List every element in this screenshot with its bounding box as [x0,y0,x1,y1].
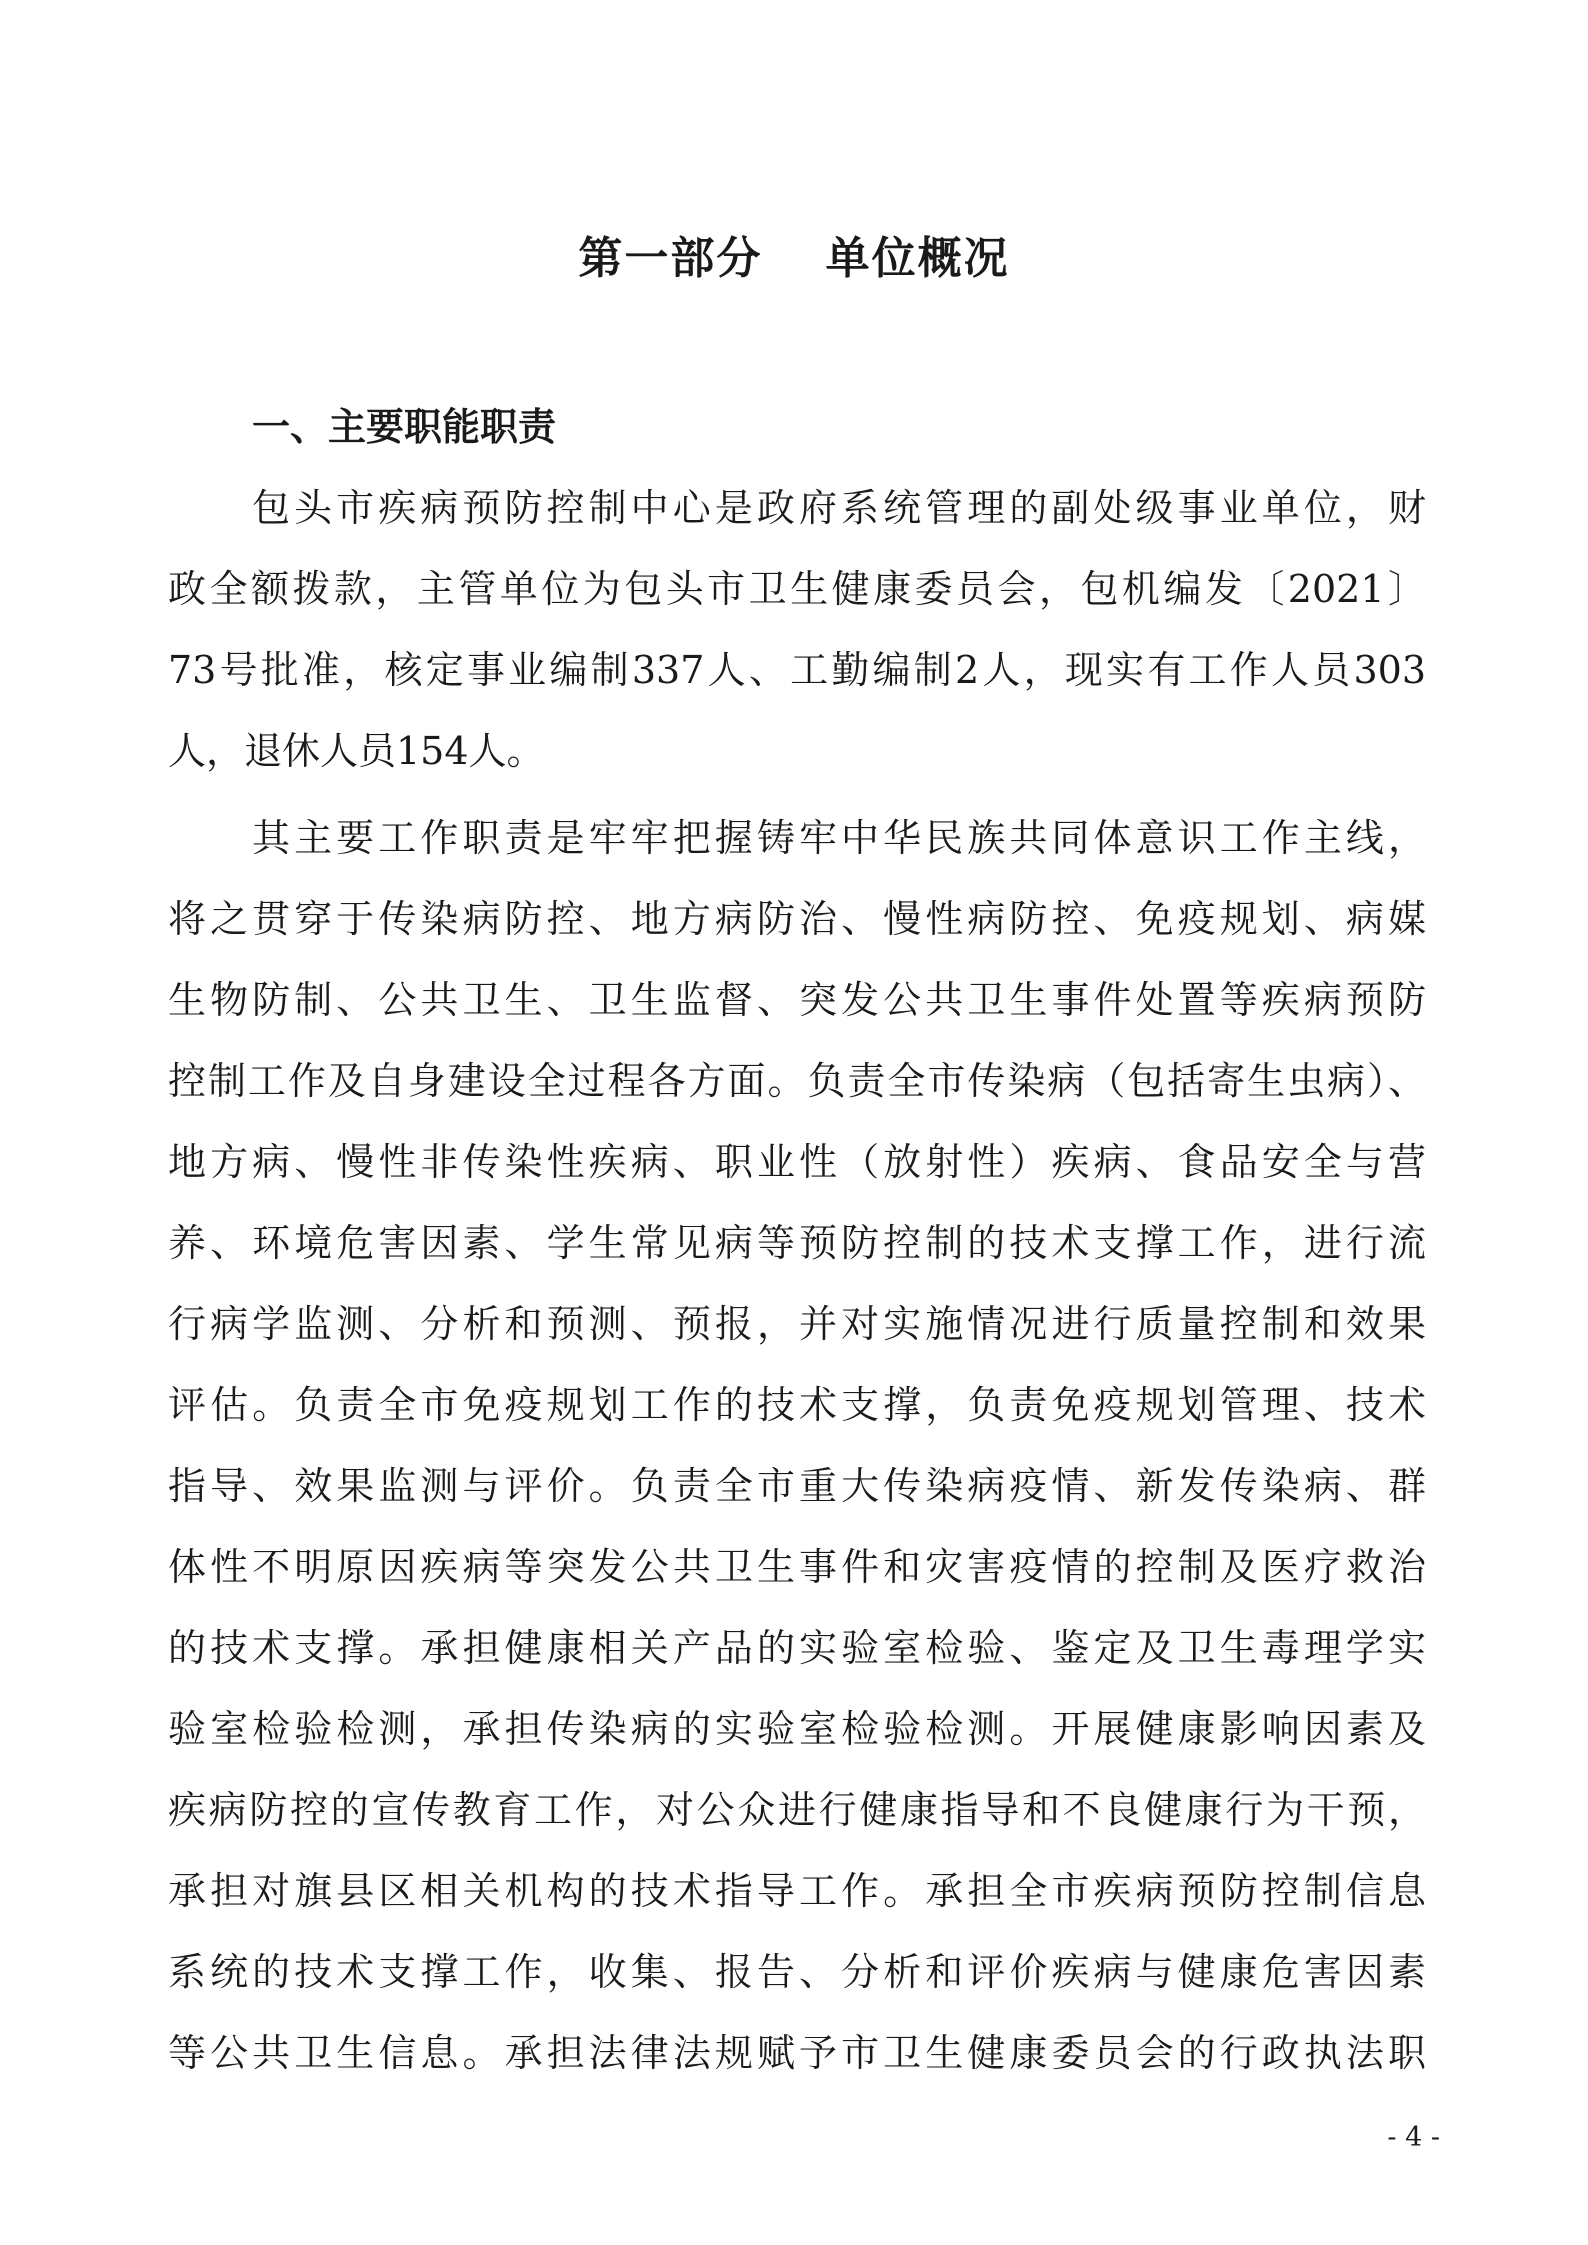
text-line: 指导、效果监测与评价。负责全市重大传染病疫情、新发传染病、群 [168,1464,1426,1508]
paragraph-unit-profile [168,468,1426,792]
text-line: 控制工作及自身建设全过程各方面。负责全市传染病（包括寄生虫病）、 [168,1059,1426,1103]
page-number: - 4 - [1387,2122,1440,2153]
text-line: 地方病、慢性非传染性疾病、职业性（放射性）疾病、食品安全与营 [168,1140,1426,1184]
text-line: 验室检验检测，承担传染病的实验室检验检测。开展健康影响因素及 [168,1707,1426,1751]
text-line: 其主要工作职责是牢牢把握铸牢中华民族共同体意识工作主线， [252,816,1426,860]
text-line: 系统的技术支撑工作，收集、报告、分析和评价疾病与健康危害因素 [168,1950,1426,1994]
text-line: 生物防制、公共卫生、卫生监督、突发公共卫生事件处置等疾病预防 [168,978,1426,1022]
text-line: 承担对旗县区相关机构的技术指导工作。承担全市疾病预防控制信息 [168,1869,1426,1913]
section-heading: 一、主要职能职责 [252,405,557,449]
text-line: 包头市疾病预防控制中心是政府系统管理的副处级事业单位，财 [252,486,1426,530]
text-line: 政全额拨款，主管单位为包头市卫生健康委员会，包机编发〔2021〕 [168,567,1426,611]
paragraph-main-duties [168,798,1426,2094]
text-line: 养、环境危害因素、学生常见病等预防控制的技术支撑工作，进行流 [168,1221,1426,1265]
text-line: 体性不明原因疾病等突发公共卫生事件和灾害疫情的控制及医疗救治 [168,1545,1426,1589]
text-line: 的技术支撑。承担健康相关产品的实验室检验、鉴定及卫生毒理学实 [168,1626,1426,1670]
text-line: 等公共卫生信息。承担法律法规赋予市卫生健康委员会的行政执法职 [168,2031,1426,2075]
text-line: 行病学监测、分析和预测、预报，并对实施情况进行质量控制和效果 [168,1302,1426,1346]
text-line: 评估。负责全市免疫规划工作的技术支撑，负责免疫规划管理、技术 [168,1383,1426,1427]
text-line: 73号批准，核定事业编制337人、工勤编制2人，现实有工作人员303 [168,648,1426,692]
text-line: 人，退休人员154人。 [168,729,545,773]
text-line: 将之贯穿于传染病防控、地方病防治、慢性病防控、免疫规划、病媒 [168,897,1426,941]
text-line: 疾病防控的宣传教育工作，对公众进行健康指导和不良健康行为干预， [168,1788,1426,1832]
part-title: 第一部分 单位概况 [578,233,1010,284]
